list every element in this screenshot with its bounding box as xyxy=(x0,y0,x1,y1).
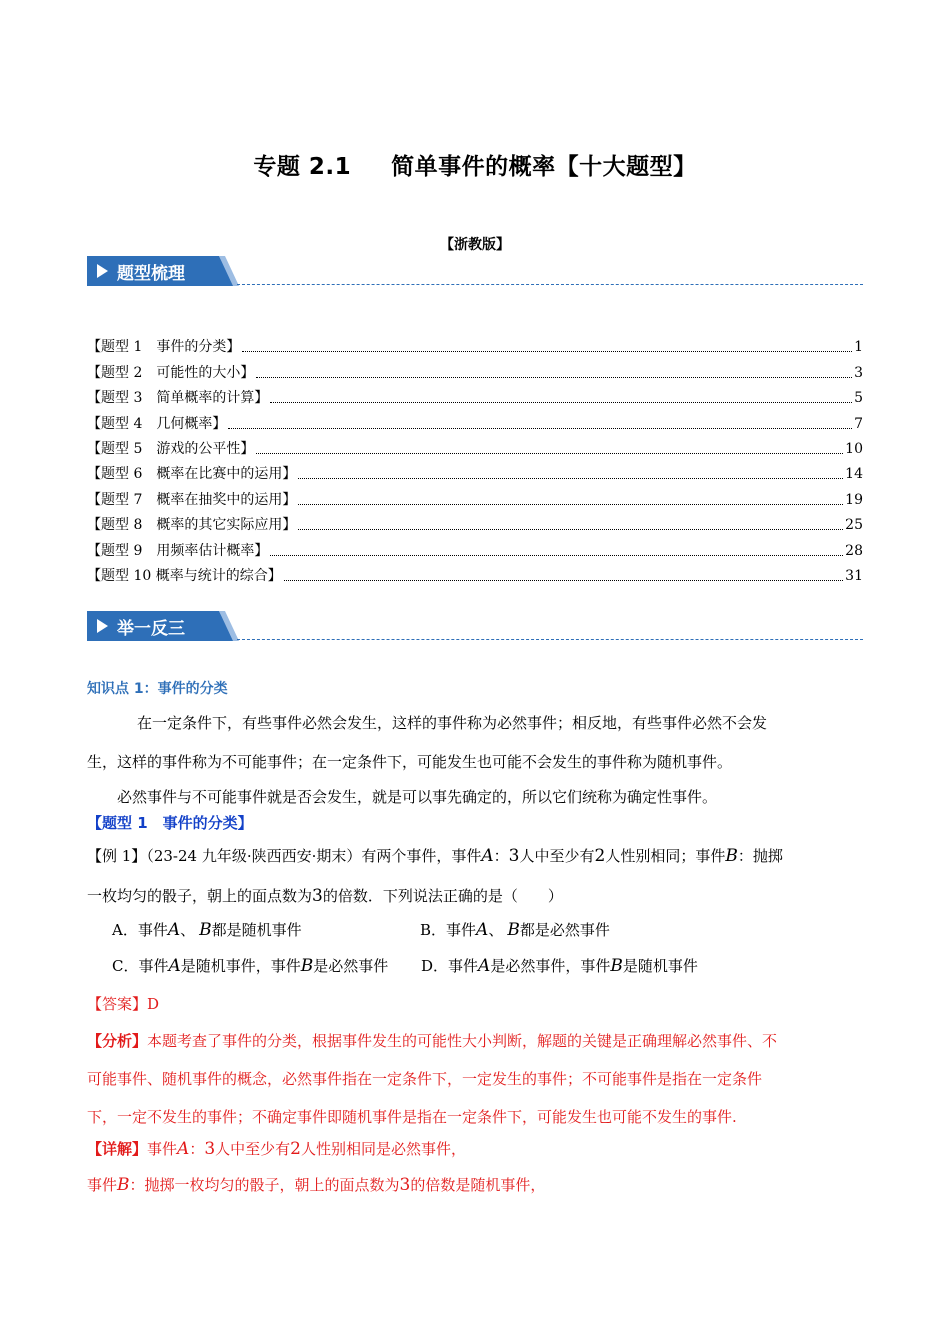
banner-toc-label: 题型梳理 xyxy=(117,264,185,284)
option-a[interactable]: A．事件A、 B都是随机事件 xyxy=(112,920,302,940)
edition-label: 【浙教版】 xyxy=(440,237,510,253)
option-c[interactable]: C．事件A是随机事件，事件B是必然事件 xyxy=(112,956,389,976)
play-arrow-icon xyxy=(97,619,108,633)
toc-item[interactable]: 【题型 5 游戏的公平性】 10 xyxy=(87,440,863,457)
toc-item[interactable]: 【题型 1 事件的分类】 1 xyxy=(87,339,863,356)
option-d[interactable]: D．事件A是必然事件，事件B是随机事件 xyxy=(421,956,698,976)
knowledge-heading: 知识点 1：事件的分类 xyxy=(87,681,228,697)
knowledge-text-line: 在一定条件下，有些事件必然会发生，这样的事件称为必然事件；相反地，有些事件必然不会发 xyxy=(137,714,768,732)
toc-item[interactable]: 【题型 4 几何概率】 7 xyxy=(87,415,863,432)
toc-item[interactable]: 【题型 8 概率的其它实际应用】 25 xyxy=(87,517,863,534)
analysis-line: 可能事件、随机事件的概念，必然事件指在一定条件下，一定发生的事件；不可能事件是指在一定条件 xyxy=(87,1070,763,1088)
divider xyxy=(237,284,863,285)
divider xyxy=(237,639,863,640)
title-text: 简单事件的概率【十大题型】 xyxy=(391,154,697,180)
analysis-line: 【分析】本题考查了事件的分类，根据事件发生的可能性大小判断，解题的关键是正确理解必然事件、不 xyxy=(87,1032,778,1050)
banner-toc xyxy=(87,256,863,286)
example-line: 一枚均匀的骰子，朝上的面点数为3的倍数．下列说法正确的是（ ） xyxy=(87,886,563,906)
answer-label: 【答案】 xyxy=(87,995,148,1013)
knowledge-text-line: 必然事件与不可能事件就是否会发生，就是可以事先确定的，所以它们统称为确定性事件。 xyxy=(117,788,718,806)
play-arrow-icon xyxy=(97,264,108,278)
example-line: 【例 1】（23-24 九年级·陕西西安·期末）有两个事件，事件A：3人中至少有2人性别相同；事件B：抛掷 xyxy=(87,846,783,866)
table-of-contents xyxy=(87,332,863,586)
answer-value: D xyxy=(147,995,160,1013)
analysis-line: 下，一定不发生的事件；不确定事件即随机事件是指在一定条件下，可能发生也可能不发生的事件. xyxy=(87,1108,737,1126)
detail-line: 事件B：抛掷一枚均匀的骰子，朝上的面点数为3的倍数是随机事件， xyxy=(87,1175,546,1195)
toc-item[interactable]: 【题型 6 概率在比赛中的运用】 14 xyxy=(87,466,863,483)
knowledge-text-line: 生，这样的事件称为不可能事件；在一定条件下，可能发生也可能不会发生的事件称为随机事件。 xyxy=(87,753,733,771)
option-b[interactable]: B．事件A、 B都是必然事件 xyxy=(420,920,610,940)
toc-item[interactable]: 【题型 9 用频率估计概率】 28 xyxy=(87,542,863,559)
toc-item[interactable]: 【题型 2 可能性的大小】 3 xyxy=(87,364,863,381)
page-title xyxy=(0,148,950,181)
banner-examples-label: 举一反三 xyxy=(117,619,185,639)
toc-item[interactable]: 【题型 3 简单概率的计算】 5 xyxy=(87,390,863,407)
answer-line xyxy=(87,994,863,1014)
banner-examples xyxy=(87,611,863,641)
toc-item[interactable]: 【题型 10 概率与统计的综合】 31 xyxy=(87,567,863,584)
toc-item[interactable]: 【题型 7 概率在抽奖中的运用】 19 xyxy=(87,491,863,508)
section-title: 【题型 1 事件的分类】 xyxy=(87,814,253,832)
title-number: 专题 2.1 xyxy=(253,154,352,180)
detail-line: 【详解】事件A：3人中至少有2人性别相同是必然事件， xyxy=(87,1139,467,1159)
